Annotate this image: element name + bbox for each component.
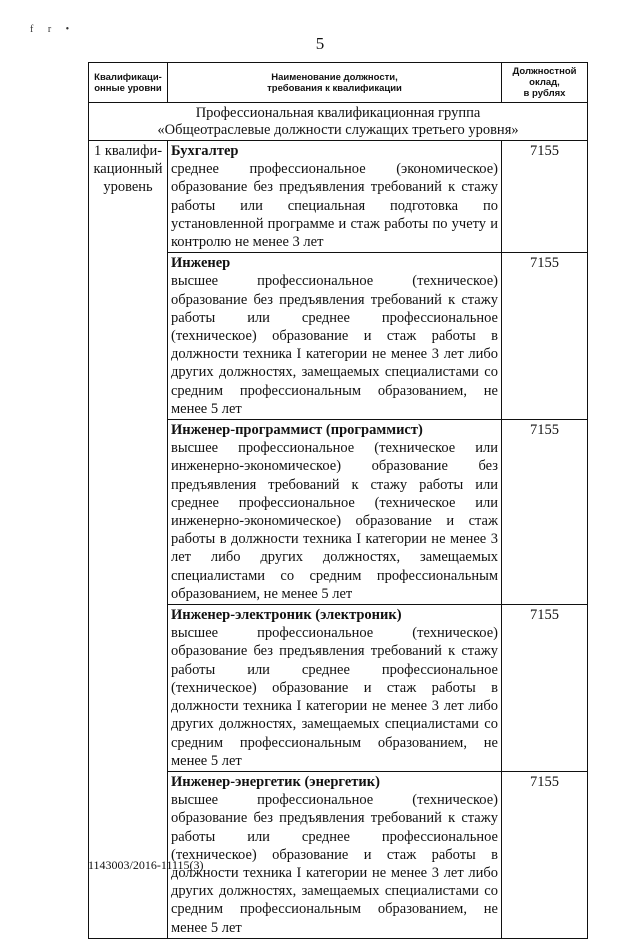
position-requirements: высшее профессиональное (техническое) образование без предъявления требований к стажу работы или среднее профессиональное (техническое) образование и стаж работы в должности техника I категории не менее 3 лет либо других должностях, замещаемых специалистами со средним профессиональным образованием, не менее 5 лет [171, 273, 498, 417]
salary-cell: 7155 [502, 420, 588, 605]
position-title: Бухгалтер [171, 143, 239, 159]
position-cell [168, 141, 502, 253]
position-requirements: высшее профессиональное (техническое) образование без предъявления требований к стажу работы или среднее профессиональное (техническое) образование и стаж работы в должности техника I категории не менее 3 лет либо других должностях, замещаемых специалистами со средним профессиональным образованием, не менее 5 лет [171, 625, 498, 769]
position-title: Инженер-энергетик (энергетик) [171, 773, 380, 790]
position-requirements: высшее профессиональное (техническое) образование без предъявления требований к стажу работы или среднее профессиональное (техническое) образование и стаж работы в должности техника I категории не менее 3 лет либо других должностях, замещаемых специалистами со средним профессиональным образованием, не менее 5 лет [171, 792, 498, 936]
position-title: Инженер [171, 255, 231, 272]
salary-cell: 7155 [502, 605, 588, 772]
group-title: Профессиональная квалификационная группа «Общеотраслевые должности служащих третьего уровня» [89, 103, 588, 141]
position-title: Инженер-электроник (электроник) [171, 607, 402, 624]
salary-cell: 7155 [502, 141, 588, 253]
header-level: Квалификаци- онные уровни [89, 63, 168, 103]
table-header-row [89, 63, 588, 103]
group-row [89, 103, 588, 141]
position-cell [168, 420, 502, 605]
page-number: 5 [315, 34, 325, 53]
position-requirements: среднее профессиональное (экономическое) образование без предъявления требований к стажу работы или специальная подготовка по установленной программе и стаж работы по учету и контролю не менее 3 лет [171, 161, 498, 251]
table-row [89, 141, 588, 253]
qualification-level: 1 квалифи- кационный уровень [89, 141, 168, 939]
header-position: Наименование должности, требования к квалификации [168, 63, 502, 103]
salary-cell: 7155 [502, 253, 588, 420]
position-requirements: высшее профессиональное (техническое или инженерно-экономическое) образование без предъявления требований к стажу работы или среднее профессиональное (техническое или инженерно-экономическое) образование и стаж работы в должности техника I категории не менее 3 лет либо других должностях, замещаемых специалистами со средним профессиональным образованием, не менее 5 лет [171, 440, 498, 602]
salary-cell: 7155 [502, 771, 588, 938]
scan-marks: f r • [30, 24, 76, 35]
document-id: 1143003/2016-11115(3) [88, 858, 204, 872]
position-cell [168, 771, 502, 938]
position-title: Инженер-программист (программист) [171, 422, 423, 439]
qualification-table [88, 62, 588, 939]
position-cell [168, 253, 502, 420]
header-salary: Должностной оклад, в рублях [502, 63, 588, 103]
position-cell [168, 605, 502, 772]
